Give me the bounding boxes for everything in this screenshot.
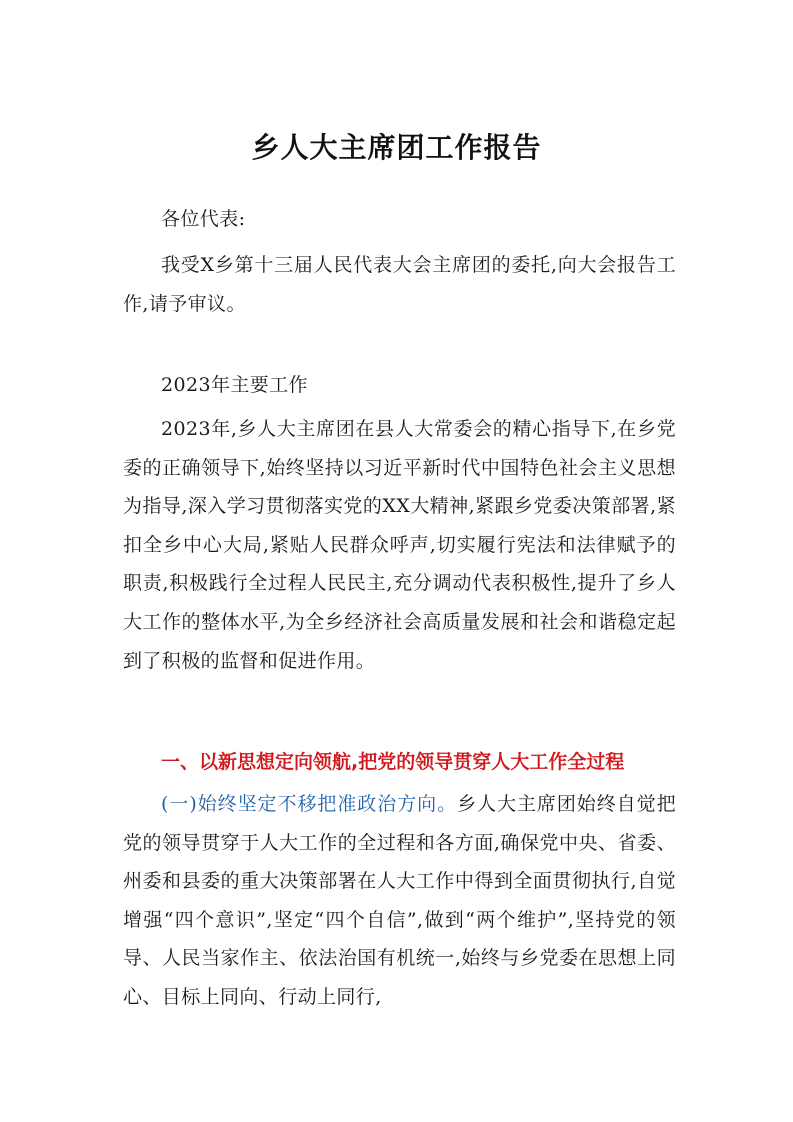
salutation: 各位代表: [161,208,246,230]
summary-paragraph: 2023年,乡人大主席团在县人大常委会的精心指导下,在乡党委的正确领导下,始终坚持以习近平新时代中国特色社会主义思想为指导,深入学习贯彻落实党的XX大精神,紧跟乡党委决策部署,紧扣全乡中心大局,紧贴人民群众呼声,切实履行宪法和法律赋予的职责,积极践行全过程人民民主,充分调动代表积极性,提升了乡人大工作的整体水平,为全乡经济社会高质量发展和社会和谐稳定起到了积极的监督和促进作用。 [123,418,676,672]
part1-heading: 一、以新思想定向领航,把党的领导贯穿人大工作全过程 [161,751,625,773]
part1-subheading: (一)始终坚定不移把准政治方向。 [161,793,458,815]
part1-text: 乡人大主席团始终自觉把党的领导贯穿于人大工作的全过程和各方面,确保党中央、省委、州委和县委的重大决策部署在人大工作中得到全面贯彻执行,自觉增强“四个意识”,坚定“四个自信”,做到“两个维护”,坚持党的领导、人民当家作主、依法治国有机统一,始终与乡党委在思想上同心、目标上同向、行动上同行, [123,793,676,1008]
section-heading: 2023年主要工作 [161,374,308,396]
part1-paragraph [123,785,676,1017]
document-title: 乡人大主席团工作报告 [251,131,542,164]
intro-paragraph: 我受X乡第十三届人民代表大会主席团的委托,向大会报告工作,请予审议。 [123,254,676,315]
